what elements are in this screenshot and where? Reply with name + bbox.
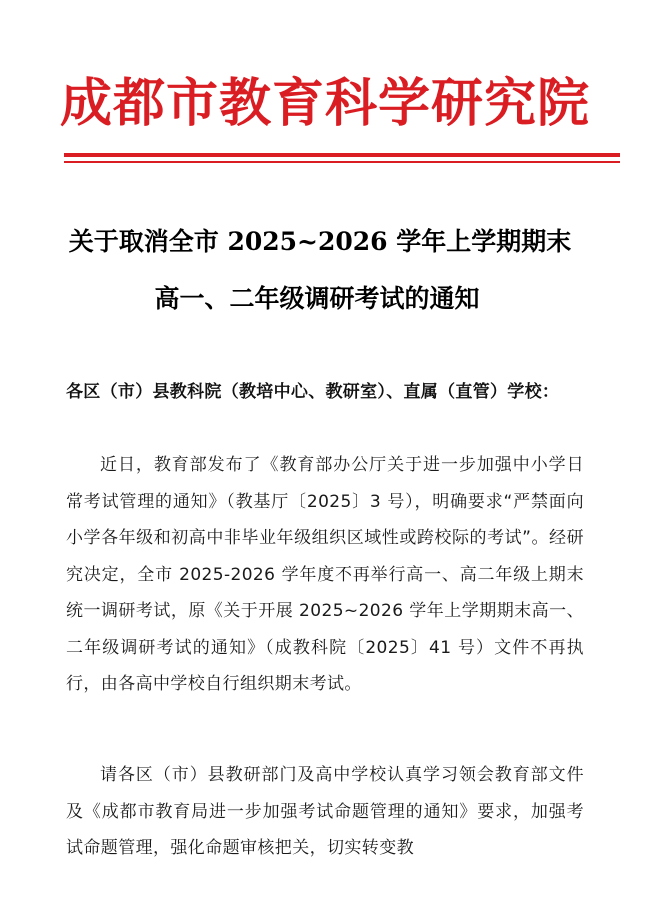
notice-title-line-2: 高一、二年级调研考试的通知 <box>154 284 480 313</box>
addressee: 各区（市）县教科院（教培中心、教研室）、直属（直管）学校： <box>66 382 560 402</box>
letterhead-thick-rule <box>64 153 620 157</box>
notice-title-line-1: 关于取消全市 2025~2026 学年上学期期末 <box>68 227 572 256</box>
letterhead-title: 成都市教育科学研究院 <box>59 73 590 134</box>
body-paragraph-1: 近日，教育部发布了《教育部办公厅关于进一步加强中小学日常考试管理的通知》（教基厅〔2025〕3 号），明确要求“严禁面向小学各年级和初高中非毕业年级组织区域性或跨校际的考试”。经研究决定，全市 2025-2026 学年度不再举行高一、高二年级上期末统一调研考试，原《关于开展 2025~2026 学年上学期期末高一、二年级调研考试的通知》（成教科院〔2025〕41 号）文件不再执行，由各高中学校自行组织期末考试。 <box>66 455 584 694</box>
body-paragraph-2: 请各区（市）县教研部门及高中学校认真学习领会教育部文件及《成都市教育局进一步加强考试命题管理的通知》要求，加强考试命题管理，强化命题审核把关，切实转变教 <box>66 765 584 858</box>
letterhead-thin-rule <box>64 161 620 163</box>
